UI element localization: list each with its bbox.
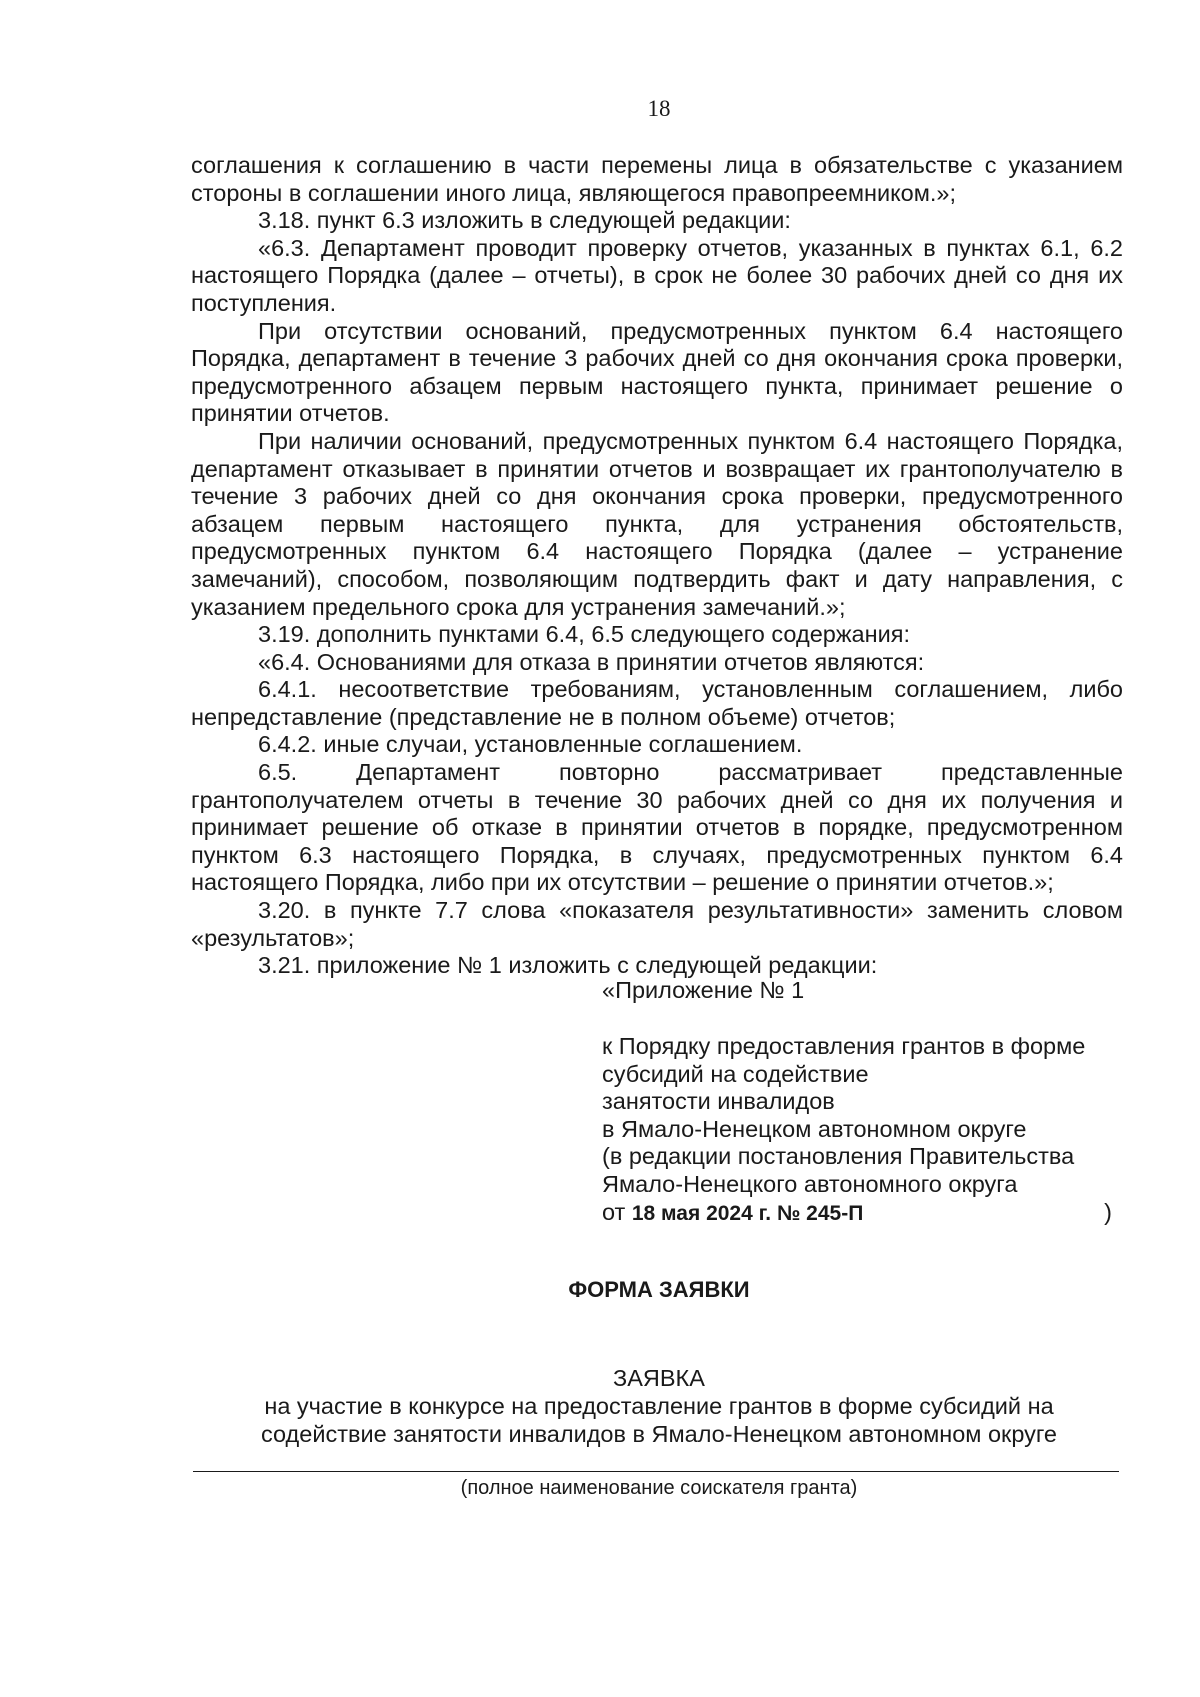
- application-line-1: на участие в конкурсе на предоставление грантов в форме субсидий на: [264, 1393, 1054, 1419]
- paragraph-8: 6.4.2. иные случаи, установленные соглашением.: [258, 731, 803, 758]
- appendix-block: [602, 1033, 1112, 1227]
- form-heading: ФОРМА ЗАЯВКИ: [568, 1277, 750, 1302]
- appendix-line-5: Ямало-Ненецкого автономного округа: [602, 1170, 1018, 1197]
- appendix-line-3: в Ямало-Ненецком автономном округе: [602, 1115, 1027, 1142]
- appendix-close-paren: ): [1104, 1198, 1112, 1225]
- appendix-title: «Приложение № 1: [602, 977, 805, 1003]
- paragraph-6: «6.4. Основаниями для отказа в принятии отчетов являются:: [258, 648, 925, 675]
- paragraph-11: 3.21. приложение № 1 изложить с следующей редакции:: [258, 952, 878, 979]
- appendix-line-0: к Порядку предоставления грантов в форме: [602, 1033, 1086, 1059]
- body-text: [191, 152, 1123, 980]
- paragraph-5: 3.19. дополнить пунктами 6.4, 6.5 следующего содержания:: [258, 621, 910, 648]
- paragraph-3: При отсутствии оснований, предусмотренных пунктом 6.4 настоящего Порядка, департамент в течение 3 рабочих дней со дня окончания срока проверки, предусмотренного абзацем первым настоящего пункта, принимает решение о принятии отчетов.: [191, 317, 1123, 427]
- appendix-line-4: (в редакции постановления Правительства: [602, 1143, 1075, 1170]
- paragraph-0: соглашения к соглашению в части перемены лица в обязательстве с указанием стороны в соглашении иного лица, являющегося правопреемником.»;: [191, 152, 1123, 206]
- paragraph-4: При наличии оснований, предусмотренных пунктом 6.4 настоящего Порядка, департамент отказывает в принятии отчетов и возвращает их грантополучателю в течение 3 рабочих дней со дня окончания срока проверки, предусмотренного абзацем первым настоящего пункта, для устранения обстоятельств, предусмотренных пунктом 6.4 настоящего Порядка (далее – устранение замечаний), способом, позволяющим подтвердить факт и дату направления, с указанием предельного срока для устранения замечаний.»;: [191, 427, 1123, 620]
- paragraph-9: 6.5. Департамент повторно рассматривает представленные грантополучателем отчеты в течение 30 рабочих дней со дня их получения и принимает решение об отказе в принятии отчетов в порядке, предусмотренном пунктом 6.3 настоящего Порядка, в случаях, предусмотренных пунктом 6.4 настоящего Порядка, либо при их отсутствии – решение о принятии отчетов.»;: [191, 759, 1123, 896]
- application-line-2: содействие занятости инвалидов в Ямало-Ненецком автономном округе: [260, 1421, 1058, 1447]
- paragraph-7: 6.4.1. несоответствие требованиям, установленным соглашением, либо непредставление (представление не в полном объеме) отчетов;: [191, 676, 1123, 730]
- appendix-date-line: [602, 1199, 1112, 1228]
- application-title: ЗАЯВКА: [613, 1365, 705, 1391]
- application-heading: [0, 1364, 1200, 1448]
- appendix-line-2: занятости инвалидов: [602, 1088, 835, 1115]
- appendix-date: 18 мая 2024 г. № 245-П: [631, 1201, 864, 1225]
- appendix-line-1: субсидий на содействие: [602, 1060, 869, 1087]
- paragraph-2: «6.3. Департамент проводит проверку отчетов, указанных в пунктах 6.1, 6.2 настоящего Порядка (далее – отчеты), в срок не более 30 рабочих дней со дня их поступления.: [191, 234, 1123, 316]
- appendix-date-prefix: от: [602, 1198, 626, 1225]
- paragraph-10: 3.20. в пункте 7.7 слова «показателя результативности» заменить словом «результатов»;: [191, 897, 1123, 951]
- paragraph-1: 3.18. пункт 6.3 изложить в следующей редакции:: [258, 207, 791, 234]
- applicant-caption: (полное наименование соискателя гранта): [460, 1477, 858, 1499]
- page-number: 18: [647, 96, 671, 121]
- applicant-name-line: [193, 1471, 1119, 1472]
